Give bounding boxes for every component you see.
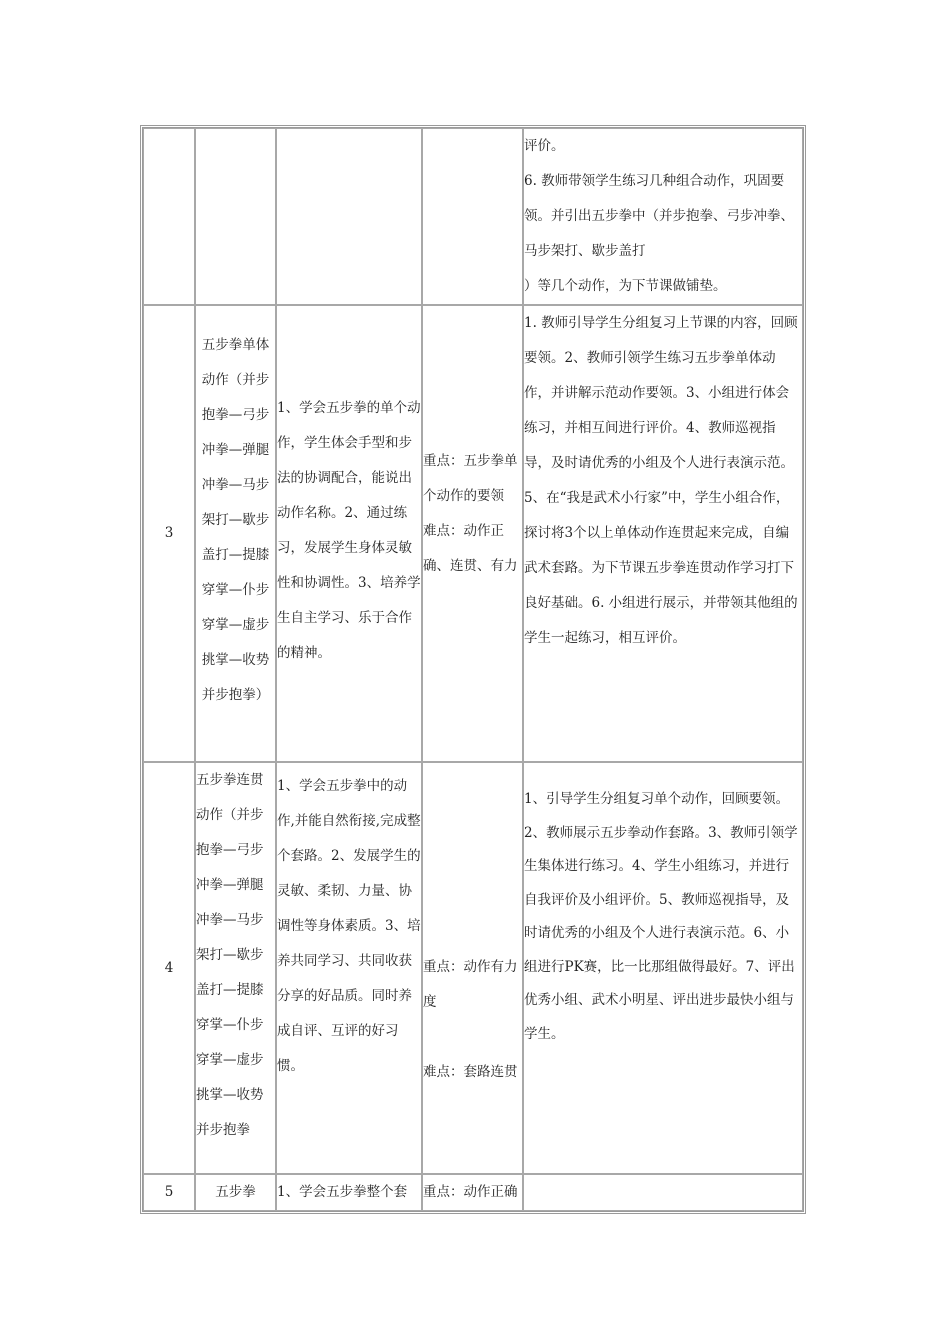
lesson-number-cell [143,128,195,305]
lesson-objectives: 1、学会五步拳的单个动作，学生体会手型和步法的协调配合，能说出动作名称。2、通过练习，发展学生身体灵敏性和协调性。3、培养学生自主学习、乐于合作的精神。 [277,400,421,661]
lesson-number: 3 [143,305,195,762]
table-row [143,762,803,1174]
process-cell [523,305,803,762]
process-text: 1. 教师引导学生分组复习上节课的内容，回顾要领。2、教师引领学生练习五步拳单体动作，并讲解示范动作要领。3、小组进行体会练习，并相互间进行评价。4、教师巡视指导，及时请优秀的小组及个人进行表演示范。5、在“我是武术小行家”中，学生小组合作，探讨将3个以上单体动作连贯起来完成，自编武术套路。为下节课五步拳连贯动作学习打下良好基础。6. 小组进行展示，并带领其他组的学生一起练习，相互评价。 [524,315,798,646]
lesson-number: 4 [143,762,195,1174]
key-points-cell [422,1174,523,1211]
process-cell [523,1174,803,1211]
lesson-title-cell [195,762,276,1174]
key-point: 重点：动作正确 [423,1184,518,1200]
key-points-cell [422,128,523,305]
key-points-cell [422,762,523,1174]
lesson-title-cell [195,1174,276,1211]
process-text: 6. 教师带领学生练习几种组合动作，巩固要领。并引出五步拳中（并步抱拳、弓步冲拳、马步架打、歇步盖打 [524,173,794,259]
table-row [143,128,803,305]
lesson-title: 五步拳连贯动作（并步抱拳—弓步冲拳—弹腿冲拳—马步架打—歇步盖打—提膝穿掌—仆步穿掌—虚步挑掌—收势并步抱拳 [196,772,264,1138]
objectives-cell [276,762,422,1174]
lesson-objectives: 1、学会五步拳整个套 [277,1184,408,1200]
process-cell [523,128,803,305]
lesson-objectives: 1、学会五步拳中的动作,并能自然衔接,完成整个套路。2、发展学生的灵敏、柔韧、力量、协调性等身体素质。3、培养共同学习、共同收获分享的好品质。同时养成自评、互评的好习惯。 [277,778,421,1074]
key-points-cell [422,305,523,762]
lesson-plan-table [140,125,806,1214]
lesson-number: 5 [143,1174,195,1211]
difficulty-point: 难点：套路连贯 [423,1064,518,1080]
objectives-cell [276,128,422,305]
lesson-plan-page [140,125,806,1214]
process-text: 1、引导学生分组复习单个动作，回顾要领。2、教师展示五步拳动作套路。3、教师引领学生集体进行练习。4、学生小组练习，并进行自我评价及小组评价。5、教师巡视指导，及时请优秀的小组及个人进行表演示范。6、小组进行PK赛，比一比那组做得最好。7、评出优秀小组、武术小明星、评出进步最快小组与学生。 [524,791,798,1042]
process-text: 评价。 [524,138,565,154]
process-text: ）等几个动作，为下节课做铺垫。 [524,278,727,294]
objectives-cell [276,305,422,762]
difficulty-point: 难点：动作正确、连贯、有力 [423,523,518,574]
table-row [143,1174,803,1211]
process-cell [523,762,803,1174]
key-point: 重点：五步拳单个动作的要领 [423,453,518,504]
key-point: 重点：动作有力度 [423,959,518,1010]
objectives-cell [276,1174,422,1211]
table-row [143,305,803,762]
lesson-title-cell [195,128,276,305]
lesson-title: 五步拳 [215,1184,256,1200]
lesson-title: 五步拳单体动作（并步抱拳—弓步冲拳—弹腿冲拳—马步架打—歇步盖打—提膝穿掌—仆步穿掌—虚步挑掌—收势并步抱拳） [201,337,270,703]
lesson-title-cell [195,305,276,762]
